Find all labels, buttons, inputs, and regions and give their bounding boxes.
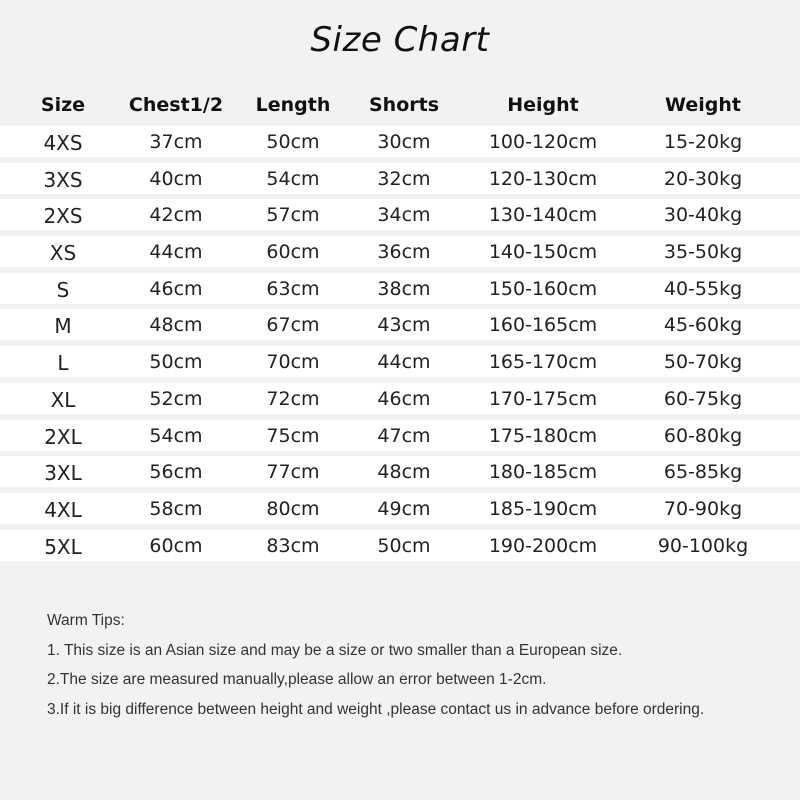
shorts-cell: 30cm <box>377 131 431 153</box>
chest-cell: 52cm <box>149 387 203 410</box>
weight-cell: 30-40kg <box>663 204 743 227</box>
header-size: Size <box>40 94 86 116</box>
tip-3: 3.If it is big difference between height and weight ,please contact us in advance before ordering. <box>47 700 705 718</box>
chest-cell: 37cm <box>149 131 203 153</box>
shorts-cell: 36cm <box>377 241 431 264</box>
tip-1: 1. This size is an Asian size and may be a size or two smaller than a European size. <box>47 641 623 659</box>
table-row <box>0 530 800 561</box>
height-cell: 180-185cm <box>488 461 598 484</box>
page-title: Size Chart <box>310 20 490 60</box>
shorts-cell: 32cm <box>377 167 431 190</box>
height-cell: 165-170cm <box>488 351 598 374</box>
chest-cell: 60cm <box>149 534 203 557</box>
table-row <box>0 420 800 451</box>
height-cell: 140-150cm <box>488 241 598 264</box>
weight-cell: 50-70kg <box>663 351 743 374</box>
length-cell: 50cm <box>266 131 320 153</box>
shorts-cell: 50cm <box>377 534 431 557</box>
table-row <box>0 456 800 487</box>
weight-cell: 45-60kg <box>663 314 743 337</box>
table-body <box>0 126 800 561</box>
size-cell: 4XS <box>43 131 83 155</box>
shorts-cell: 49cm <box>377 497 431 520</box>
table-row <box>0 126 800 157</box>
length-cell: 80cm <box>266 497 320 520</box>
height-cell: 130-140cm <box>488 204 598 227</box>
chest-cell: 42cm <box>149 204 203 227</box>
height-cell: 160-165cm <box>488 314 598 337</box>
chest-cell: 40cm <box>149 167 203 190</box>
size-cell: 5XL <box>44 534 82 559</box>
chest-cell: 46cm <box>149 277 203 300</box>
chest-cell: 56cm <box>149 461 203 484</box>
length-cell: 54cm <box>266 167 320 190</box>
warm-tips <box>47 610 704 728</box>
weight-cell: 15-20kg <box>663 131 743 153</box>
size-cell: XS <box>49 241 77 266</box>
length-cell: 57cm <box>266 204 320 227</box>
size-cell: 2XS <box>43 204 83 229</box>
size-cell: XL <box>50 387 76 412</box>
table-row <box>0 493 800 524</box>
size-cell: M <box>54 314 72 339</box>
shorts-cell: 38cm <box>377 277 431 300</box>
weight-cell: 70-90kg <box>663 497 743 520</box>
size-cell: S <box>56 277 70 302</box>
chest-cell: 58cm <box>149 497 203 520</box>
size-cell: 2XL <box>44 424 82 449</box>
size-cell: L <box>57 351 69 376</box>
chest-cell: 50cm <box>149 351 203 374</box>
weight-cell: 35-50kg <box>663 241 743 264</box>
weight-cell: 60-75kg <box>663 387 743 410</box>
height-cell: 185-190cm <box>488 497 598 520</box>
tip-2: 2.The size are measured manually,please allow an error between 1-2cm. <box>47 671 547 688</box>
size-cell: 3XS <box>43 167 83 192</box>
chest-cell: 44cm <box>149 241 203 264</box>
table-row <box>0 236 800 267</box>
shorts-cell: 44cm <box>377 351 431 374</box>
length-cell: 63cm <box>266 277 320 300</box>
table-row <box>0 309 800 340</box>
table-row <box>0 163 800 194</box>
size-cell: 4XL <box>44 497 82 522</box>
header-weight: Weight <box>665 94 741 116</box>
size-table <box>0 88 800 566</box>
length-cell: 72cm <box>266 387 320 410</box>
shorts-cell: 34cm <box>377 204 431 227</box>
shorts-cell: 43cm <box>377 314 431 337</box>
height-cell: 120-130cm <box>488 167 598 190</box>
length-cell: 75cm <box>266 424 320 447</box>
size-cell: 3XL <box>44 461 82 486</box>
table-row <box>0 346 800 377</box>
height-cell: 175-180cm <box>488 424 598 447</box>
length-cell: 67cm <box>266 314 320 337</box>
length-cell: 83cm <box>266 534 320 557</box>
weight-cell: 60-80kg <box>663 424 743 447</box>
table-row <box>0 273 800 304</box>
header-chest: Chest1/2 <box>128 94 224 116</box>
weight-cell: 40-55kg <box>663 277 743 300</box>
table-row <box>0 383 800 414</box>
tips-heading: Warm Tips: <box>47 612 125 629</box>
length-cell: 77cm <box>266 461 320 484</box>
chest-cell: 54cm <box>149 424 203 447</box>
table-row <box>0 199 800 230</box>
chest-cell: 48cm <box>149 314 203 337</box>
shorts-cell: 47cm <box>377 424 431 447</box>
shorts-cell: 48cm <box>377 461 431 484</box>
height-cell: 150-160cm <box>488 277 598 300</box>
height-cell: 190-200cm <box>488 534 598 557</box>
length-cell: 60cm <box>266 241 320 264</box>
weight-cell: 65-85kg <box>663 461 743 484</box>
header-shorts: Shorts <box>368 94 440 116</box>
length-cell: 70cm <box>266 351 320 374</box>
header-length: Length <box>255 94 331 116</box>
weight-cell: 90-100kg <box>657 534 749 557</box>
height-cell: 170-175cm <box>488 387 598 410</box>
table-header <box>0 88 800 126</box>
shorts-cell: 46cm <box>377 387 431 410</box>
weight-cell: 20-30kg <box>663 167 743 190</box>
header-height: Height <box>507 94 579 116</box>
height-cell: 100-120cm <box>488 131 598 153</box>
